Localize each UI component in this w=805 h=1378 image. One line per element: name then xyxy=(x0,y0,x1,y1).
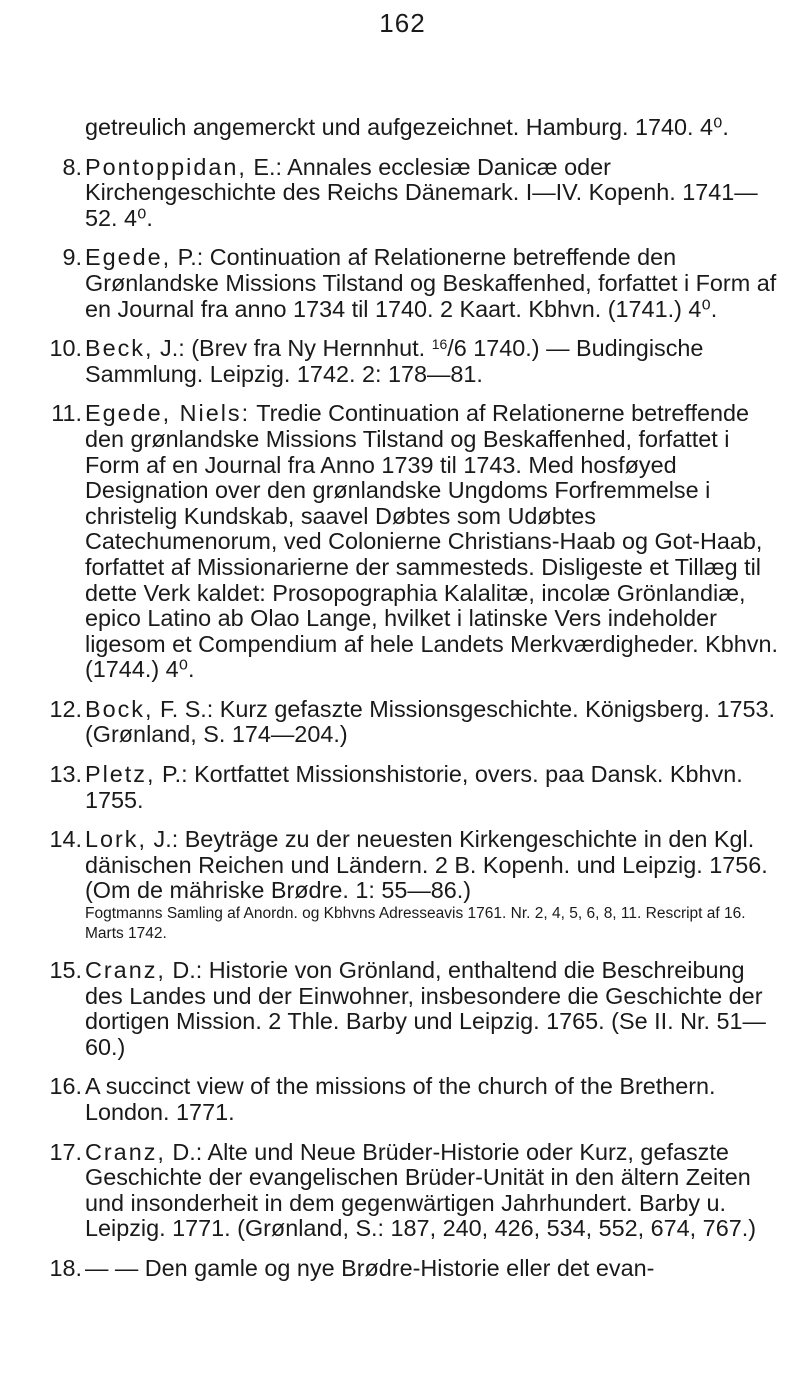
entry-text: D.: Historie von Grönland, enthaltend die Beschreibung des Landes und der Einwohner, insbesondere die Geschichte der dortigen Mission. 2 Thle. Barby und Leipzig. 1765. (Se II. Nr. 51—60.) xyxy=(85,957,766,1060)
entry-author: Egede, xyxy=(85,244,172,271)
entry-number: 17. xyxy=(49,1138,82,1165)
entry-author: Cranz, xyxy=(85,1138,166,1165)
entry-text: F. S.: Kurz gefaszte Missionsgeschichte. Königsberg. 1753. (Grønland, S. 174—204.) xyxy=(85,695,775,748)
continuation-text: getreulich angemerckt und aufgezeichnet. Hamburg. 1740. 4⁰. xyxy=(85,114,729,140)
entry-text: J.: Beyträge zu der neuesten Kirkengeschichte in den Kgl. dänischen Reichen und Ländern. 2 B. Kopenh. und Leipzig. 1756. (Om de mähriske Brødre. 1: 55—86.) xyxy=(85,826,768,904)
date-superscript: 16 xyxy=(431,336,448,353)
entry-author: Egede, Niels: xyxy=(85,400,251,427)
entry-number: 10. xyxy=(49,335,82,362)
entry-number: 18. xyxy=(49,1254,82,1281)
entry-text: D.: Alte und Neue Brüder-Historie oder Kurz, gefaszte Geschichte der evangelischen Brüder-Unität in den ältern Zeiten und insonderheit in dem gegenwärtigen Jahrhundert. Barby u. Leipzig. 1771. (Grønland, S.: 187, 240, 426, 534, 552, 674, 767.) xyxy=(85,1138,756,1242)
bibliography-entry xyxy=(40,1140,780,1242)
entry-text: Tredie Continuation af Relationerne betreffende den grønlandske Missions Tilstand og Beskaffenhed, forfattet i Form af en Journal fra Anno 1739 til 1743. Med hosføyed Designation over den grønlandske Ungdoms Forfremmelse i christelig Kundskab, saavel Døbtes som Udøbtes Catechumenorum, ved Colonierne Christians-Haab og Got-Haab, forfattet af Missionarierne der sammesteds. Disligeste et Tillæg til dette Verk kaldet: Prosopographia Kalalitæ, incolæ Grönlandiæ, epico Latino ab Olao Lange, hvilket i latinske Vers indeholder ligesom et Compendium af hele Landets Merkværdigheder. Kbhvn. (1744.) 4⁰. xyxy=(85,400,779,683)
entry-text: P.: Kortfattet Missionshistorie, overs. paa Dansk. Kbhvn. 1755. xyxy=(85,761,743,813)
bibliography-entry xyxy=(40,401,780,683)
entry-number: 8. xyxy=(62,153,82,180)
entry-text: P.: Continuation af Relationerne betreffende den Grønlandske Missions Tilstand og Beskaffenhed, forfattet i Form af en Journal fra anno 1734 til 1740. 2 Kaart. Kbhvn. (1741.) 4⁰. xyxy=(85,244,777,322)
entry-text: E.: Annales ecclesiæ Danicæ oder Kirchengeschichte des Reichs Dänemark. I—IV. Kopenh. 1741—52. 4⁰. xyxy=(85,153,758,231)
bibliography-entry xyxy=(40,155,780,232)
bibliography-entry xyxy=(40,697,780,748)
entry-text: /6 1740.) — Budingische Sammlung. Leipzig. 1742. 2: 178—81. xyxy=(85,335,704,387)
entry-number: 14. xyxy=(49,826,82,853)
entry-number: 13. xyxy=(49,761,82,788)
bibliography-entry xyxy=(40,827,780,944)
entry-number: 12. xyxy=(49,695,82,722)
bibliography-entry xyxy=(40,1074,780,1125)
entry-number: 16. xyxy=(49,1073,82,1100)
entry-text: — — Den gamle og nye Brødre-Historie eller det evan- xyxy=(85,1254,655,1281)
bibliography-entry xyxy=(40,245,780,322)
bibliography-entry xyxy=(40,1256,780,1282)
entry-number: 15. xyxy=(49,957,82,984)
entry-note: Fogtmanns Samling af Anordn. og Kbhvns Adresseavis 1761. Nr. 2, 4, 5, 6, 8, 11. Rescript af 16. Marts 1742. xyxy=(85,905,746,943)
bibliography-entry xyxy=(40,336,780,387)
bibliography-entry xyxy=(40,762,780,813)
entry-text: J.: (Brev fra Ny Hernnhut. xyxy=(153,335,432,362)
entry-author: Lork, xyxy=(85,826,148,853)
bibliography-list xyxy=(40,115,780,1296)
entry-author: Cranz, xyxy=(85,957,166,984)
entry-number: 9. xyxy=(62,244,82,271)
page-number: 162 xyxy=(379,8,426,38)
entry-author: Bock, xyxy=(85,695,154,722)
entry-author: Beck, xyxy=(85,335,154,362)
entry-number: 11. xyxy=(51,400,82,427)
bibliography-entry xyxy=(40,958,780,1060)
entry-author: Pontoppidan, xyxy=(85,153,247,180)
entry-text: A succinct view of the missions of the church of the Brethern. London. 1771. xyxy=(85,1073,716,1125)
entry-author: Pletz, xyxy=(85,761,156,788)
